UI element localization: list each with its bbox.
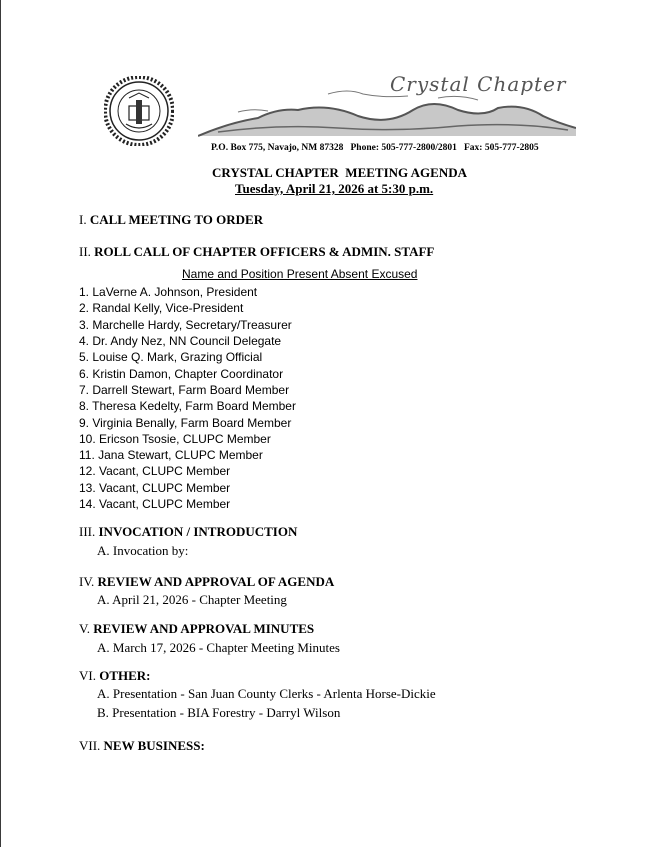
section-number: II. [79,244,91,259]
section-title: CALL MEETING TO ORDER [89,212,264,227]
chapter-address: P.O. Box 775, Navajo, NM 87328 Phone: 505-777-2800/2801 Fax: 505-777-2805 [211,143,539,153]
section-title: INVOCATION / INTRODUCTION [98,524,298,539]
section-number: IV. [79,574,95,589]
section-invocation [79,524,297,540]
agenda-sub-item: A. March 17, 2026 - Chapter Meeting Minutes [97,640,340,655]
roll-call-member: 6. Kristin Damon, Chapter Coordinator [79,367,284,381]
section-roll-call [79,244,434,260]
section-title: REVIEW AND APPROVAL MINUTES [93,621,315,636]
roll-call-member: 8. Theresa Kedelty, Farm Board Member [79,399,296,413]
section-title: OTHER: [99,668,151,683]
agenda-sub-item: A. Presentation - San Juan County Clerks - Arlenta Horse-Dickie [97,686,436,701]
banner-title: Crystal Chapter [390,72,567,96]
agenda-sub-item: B. Presentation - BIA Forestry - Darryl Wilson [97,705,341,720]
roll-call-member: 7. Darrell Stewart, Farm Board Member [79,383,290,397]
section-number: V. [79,621,90,636]
section-call-to-order [79,212,263,228]
section-approval-minutes [79,621,314,637]
section-title: NEW BUSINESS: [103,738,205,753]
document-title: CRYSTAL CHAPTER MEETING AGENDA [212,165,468,180]
agenda-sub-item: A. Invocation by: [97,543,189,558]
section-number: VII. [79,738,101,753]
roll-call-member: 4. Dr. Andy Nez, NN Council Delegate [79,334,282,348]
roll-call-member: 11. Jana Stewart, CLUPC Member [79,448,263,462]
section-approval-agenda [79,574,334,590]
roll-call-member: 1. LaVerne A. Johnson, President [79,285,258,299]
roll-call-member: 14. Vacant, CLUPC Member [79,497,231,511]
section-new-business [79,738,205,754]
section-other [79,668,151,684]
section-number: I. [79,212,87,227]
roll-call-member: 13. Vacant, CLUPC Member [79,481,231,495]
roll-call-member: 2. Randal Kelly, Vice-President [79,301,244,315]
roll-call-header: Name and Position Present Absent Excused [182,267,418,281]
roll-call-member: 9. Virginia Benally, Farm Board Member [79,416,292,430]
section-title: ROLL CALL OF CHAPTER OFFICERS & ADMIN. STAFF [94,244,435,259]
section-title: REVIEW AND APPROVAL OF AGENDA [97,574,335,589]
roll-call-member: 5. Louise Q. Mark, Grazing Official [79,350,263,364]
navajo-nation-seal-icon [104,76,174,146]
page-left-border [0,0,1,847]
roll-call-member: 10. Ericson Tsosie, CLUPC Member [79,432,271,446]
meeting-date: Tuesday, April 21, 2026 at 5:30 p.m. [235,181,434,196]
section-number: III. [79,524,96,539]
section-number: VI. [79,668,96,683]
roll-call-member: 3. Marchelle Hardy, Secretary/Treasurer [79,318,292,332]
roll-call-member: 12. Vacant, CLUPC Member [79,464,231,478]
agenda-sub-item: A. April 21, 2026 - Chapter Meeting [97,592,287,607]
